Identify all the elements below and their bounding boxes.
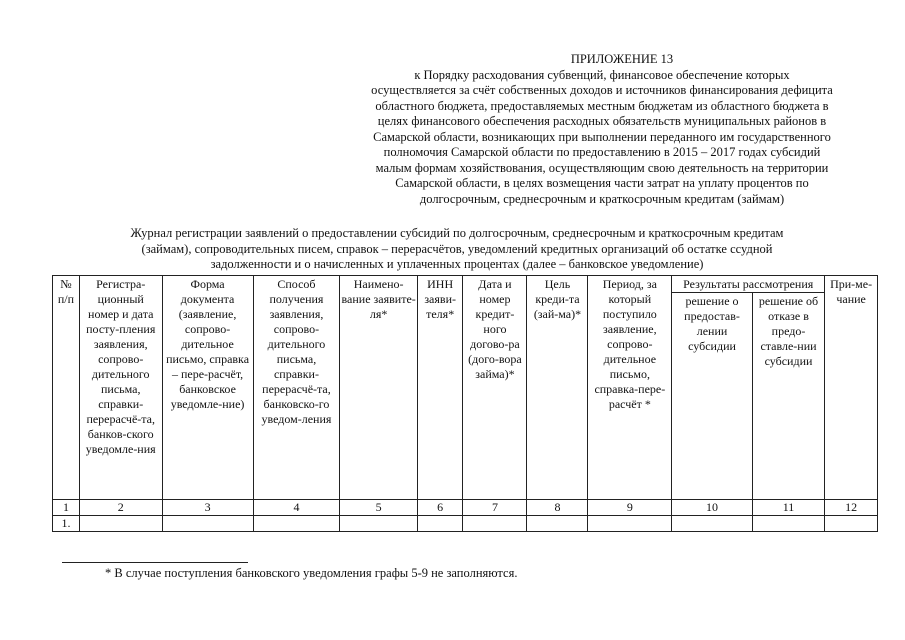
appendix-header: [322, 52, 882, 207]
column-number: 6: [417, 500, 462, 516]
header-cell-document-form: Форма документа (заявление, сопрово-дительное письмо, справка – пере-расчёт, банковское уведомле-ние): [162, 276, 253, 500]
header-cell-registration: Регистра-ционный номер и дата посту-пления заявления, сопрово-дительного письма, справки-перерасчё-та, банков-ского уведомле-ния: [79, 276, 162, 500]
appendix-title: ПРИЛОЖЕНИЕ 13: [570, 52, 674, 66]
appendix-line: Самарской области, возникающих при выполнении переданного им государственного: [373, 129, 831, 144]
table-cell: [417, 516, 462, 532]
table-header-row: [53, 276, 878, 293]
table-cell: [588, 516, 672, 532]
table-cell: [79, 516, 162, 532]
row-number-cell: 1.: [53, 516, 80, 532]
journal-title-line: задолженности и о начисленных и уплаченных процентах (далее – банковское уведомление): [210, 257, 704, 271]
column-number: 9: [588, 500, 672, 516]
footnote: * В случае поступления банковского уведомления графы 5-9 не заполняются.: [105, 566, 518, 580]
appendix-line: долгосрочным, среднесрочным и краткосрочным кредитам (займам): [419, 191, 785, 206]
header-cell-applicant-name: Наимено-вание заявите-ля*: [340, 276, 418, 500]
column-number: 5: [340, 500, 418, 516]
column-number: 10: [672, 500, 753, 516]
column-number-row: [53, 500, 878, 516]
journal-title: [62, 226, 852, 273]
header-cell-receipt-method: Способ получения заявления, сопрово-дительного письма, справки-перерасчё-та, банковско-го уведом-ления: [253, 276, 340, 500]
table-cell: [752, 516, 824, 532]
table-cell: [340, 516, 418, 532]
header-cell-credit-purpose: Цель креди-та (зай-ма)*: [527, 276, 588, 500]
column-number: 12: [825, 500, 878, 516]
appendix-line: областного бюджета, предоставляемых местным бюджетам из областного бюджета в: [375, 98, 829, 113]
table-cell: [162, 516, 253, 532]
header-cell-number: № п/п: [53, 276, 80, 500]
table-cell: [672, 516, 753, 532]
column-number: 4: [253, 500, 340, 516]
table-cell: [825, 516, 878, 532]
appendix-line: осуществляется за счёт собственных доходов и источников финансирования дефицита: [371, 83, 833, 97]
column-number: 7: [463, 500, 527, 516]
header-cell-refusal-decision: решение об отказе в предо-ставле-нии субсидии: [752, 293, 824, 500]
registration-table: [52, 275, 878, 532]
appendix-line: малым формам хозяйствования, осуществляющим свою деятельность на территории: [375, 160, 829, 175]
column-number: 8: [527, 500, 588, 516]
column-number: 3: [162, 500, 253, 516]
journal-title-line: (займам), сопроводительных писем, справок – перерасчётов, уведомлений кредитных организаций об остатке ссудной: [141, 241, 773, 256]
appendix-line: к Порядку расходования субвенций, финансовое обеспечение которых: [414, 67, 790, 82]
journal-title-line: Журнал регистрации заявлений о предоставлении субсидий по долгосрочным, среднесрочным и краткосрочным кредитам: [130, 226, 784, 240]
appendix-line: полномочия Самарской области по предоставлению в 2015 – 2017 годах субсидий: [383, 145, 821, 159]
header-cell-grant-decision: решение о предостав-лении субсидии: [672, 293, 753, 500]
header-cell-note: При-ме-чание: [825, 276, 878, 500]
table-cell: [253, 516, 340, 532]
column-number: 11: [752, 500, 824, 516]
header-cell-period: Период, за который поступило заявление, сопрово-дительное письмо, справка-пере-расчёт *: [588, 276, 672, 500]
table-cell: [527, 516, 588, 532]
table-row: [53, 516, 878, 532]
header-cell-credit-contract: Дата и номер кредит-ного догово-ра (дого-вора займа)*: [463, 276, 527, 500]
header-cell-inn: ИНН заяви-теля*: [417, 276, 462, 500]
column-number: 2: [79, 500, 162, 516]
appendix-line: Самарской области, в целях возмещения части затрат на уплату процентов по: [395, 176, 809, 190]
footnote-separator: [62, 562, 248, 563]
appendix-line: целях финансового обеспечения расходных обязательств муниципальных районов в: [377, 114, 827, 128]
header-cell-results: Результаты рассмотрения: [672, 276, 825, 293]
column-number: 1: [53, 500, 80, 516]
table-cell: [463, 516, 527, 532]
